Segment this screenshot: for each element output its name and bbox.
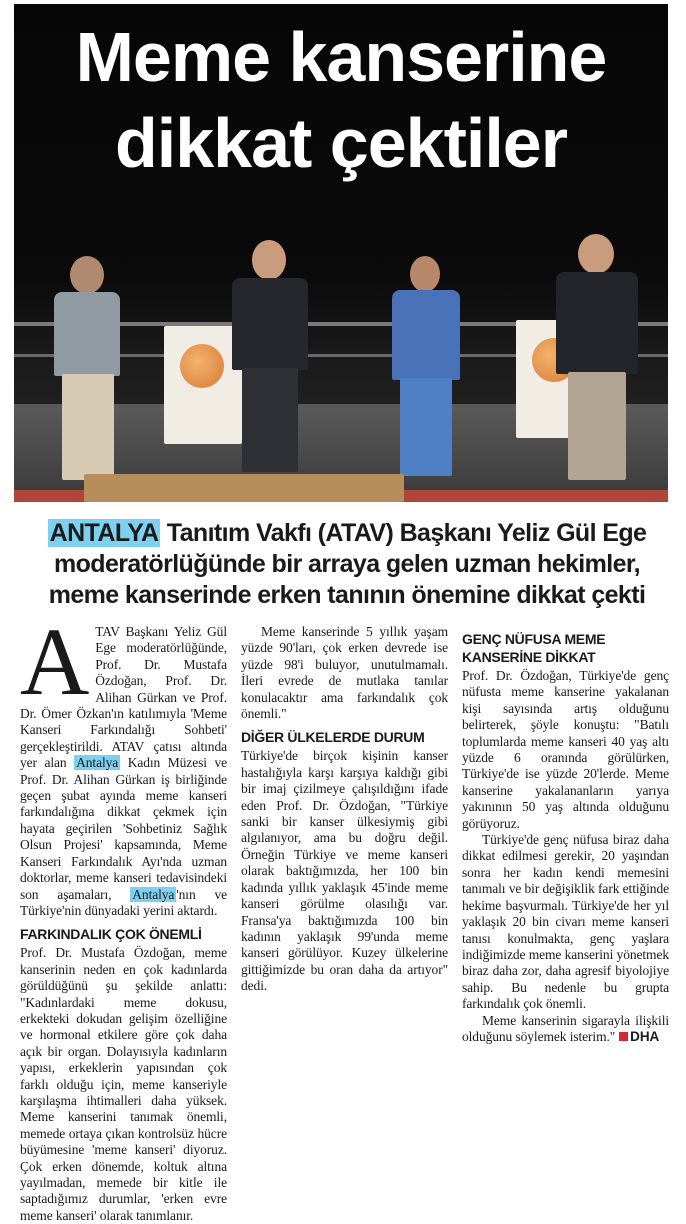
- speaker-1: [48, 256, 128, 486]
- paragraph-2: Prof. Dr. Mustafa Özdoğan, meme kanserinin neden en çok kadınlarda görüldüğünü şu şekilde anlattı: "Kadınlardaki meme dokusu, erkekteki dokudan gelişim özelliğine ve hormonal etkilere göre çok daha açık bir organ. Dolayısıyla kadınların yapısı, erkeklerin yapısından çok farklı olduğu için, meme kanseriyle karşılaşma ihtimalleri daha yüksek. Meme kanserini tanımak önemli, memede ortaya çıkan kontrolsüz hücre büyümesine 'meme kanseri' diyoruz. Çok erken dönemde, koltuk altına yayılmadan, memede bir kitle ile saptadığımız durumlar, 'erken evre meme kanseri' olarak tanımlanır.: [20, 945, 227, 1223]
- paragraph-7: [462, 1013, 669, 1046]
- paragraph-3: Meme kanserinde 5 yıllık yaşam yüzde 90'ları, çok erken devrede ise yüzde 98'i buluyor, unutulmamalı. İleri evrede de mutlaka tanılar konulacaktır ama farkındalık çok önemli.": [241, 624, 448, 722]
- square-bullet-icon: [619, 1032, 628, 1041]
- agency-signature: DHA: [630, 1028, 660, 1044]
- highlight-antalya: Antalya: [76, 755, 119, 771]
- lead-text: Tanıtım Vakfı (ATAV) Başkanı Yeliz Gül Ege moderatörlüğünde bir arraya gelen uzman hekimler, meme kanserinde erken tanının önemine dikkat çekti: [48, 519, 647, 609]
- paragraph-5: Prof. Dr. Özdoğan, Türkiye'de genç nüfusta meme kanserine yakalanan kişi sayısında artış olduğunu belirterek, şöyle konuştu: "Batılı toplumlarda meme kanseri 40 yaş altı yüzde 6 oranında görülürken, Türkiye'de ise yüzde 20'lerde. Meme kanserine yakalananların yarıya yakınının 50 yaş altında olduğunu görüyoruz.: [462, 668, 669, 831]
- paragraph-1-part-a: TAV Başkanı Yeliz Gül Ege moderatörlüğünde, Prof. Dr. Mustafa Özdoğan, Prof. Dr. Alihan Gürkan ve Prof. Dr. Ömer Özkan'ın katılımıyla 'Meme Kanseri Farkındalığı Sohbeti' gerçekleştirildi. ATAV çatısı altında yer alan: [20, 624, 227, 771]
- hero-photo: [14, 4, 668, 502]
- paragraph-1-part-c: 'nın ve Türkiye'nin dünyadaki yerini aktardı.: [20, 886, 227, 918]
- paragraph-4: Türkiye'de birçok kişinin kanser hastalığıyla karşı karşıya kaldığı gibi bir imaj çizilmeye çalışıldığını ifade eden Prof. Dr. Özdoğan, "Türkiye sanki bir kanser ülkesiymiş gibi algılanıyor, ama bu doğru değil. Örneğin Türkiye ve meme kanseri olarak baktığımızda, her 100 bin kadında yıllık yaklaşık 45'inde meme kanseri görülme olasılığı var. Fransa'ya baktığımızda 100 bin kadının yaklaşık 99'unda meme kanseri görülüyor. Kuzey ülkelerine gittiğimizde bu oran daha da artıyor" dedi.: [241, 748, 448, 994]
- column-3: [462, 624, 669, 1194]
- speaker-2: [228, 240, 312, 476]
- atav-logo-icon: [180, 344, 224, 388]
- subhead-genc-nufus: GENÇ NÜFUSA MEME KANSERİNE DİKKAT: [462, 631, 606, 665]
- headline-line-2: dikkat çektiler: [115, 104, 567, 182]
- headline: [14, 14, 668, 186]
- article-body: [20, 608, 670, 1223]
- lead-highlight: ANTALYA: [49, 519, 159, 547]
- dropcap: A: [20, 608, 90, 715]
- paragraph-1-part-b: Kadın Müzesi ve Prof. Dr. Alihan Gürkan iş birliğinde geçen şubat ayında meme kanseri farkındalığına dikkat çekmek için hayata geçirilen 'Sohbetiniz Sağlık Olsun Projesi' kapsamında, Meme Kanseri Farkındalık Ayı'nda uzman doktorlar, meme kanseri tedavisindeki son aşamaları,: [20, 755, 227, 902]
- column-2: [241, 444, 448, 1194]
- speaker-3: [552, 234, 642, 484]
- highlight-antalya: Antalya: [132, 886, 175, 902]
- paragraph-7-text: Meme kanserinin sigarayla ilişkili olduğunu söylemek isterim.": [462, 1012, 669, 1044]
- column-1: [20, 608, 227, 1223]
- column-2-spacer: [241, 444, 448, 624]
- subhead-diger-ulkeler: DİĞER ÜLKELERDE DURUM: [241, 729, 425, 746]
- headline-line-1: Meme kanserine: [75, 18, 607, 96]
- paragraph-6: Türkiye'de genç nüfusa biraz daha dikkat edilmesi gerekir, 20 yaşından sonra her kadın kendi memesini tanımalı ve bir değişiklik fark ettiğinde hekime başvurmalı. Türkiye'de her yıl yaklaşık 20 bin civarı meme kanseri tanısı konulmakta, genç yaşlara indiğimizde meme kanserini yönetmek biraz daha zor, daha agresif biyolojiye sahip. Bu nedenle bu grupta farkındalık çok önemli.: [462, 832, 669, 1012]
- subhead-farkindalik: FARKINDALIK ÇOK ÖNEMLİ: [20, 926, 202, 943]
- paragraph-1: [20, 608, 227, 919]
